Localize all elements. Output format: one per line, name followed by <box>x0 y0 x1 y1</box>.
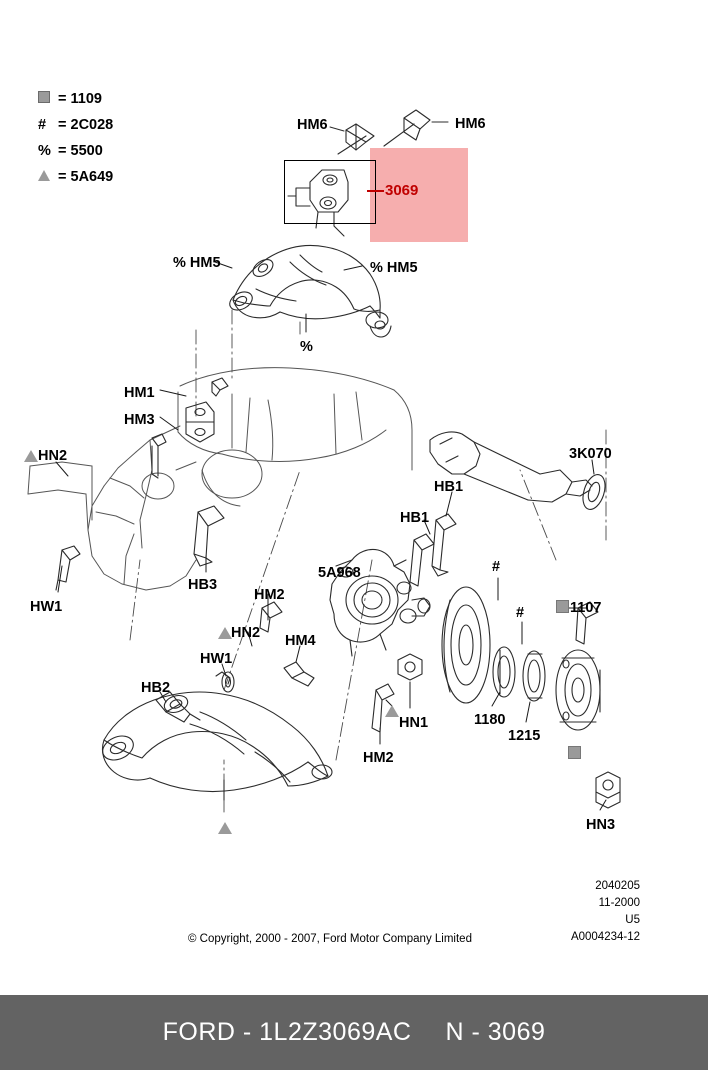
upper-control-arm <box>227 245 391 337</box>
legend-value: 5500 <box>70 143 103 159</box>
legend <box>38 86 113 190</box>
callout-hb2: HB2 <box>141 680 171 696</box>
footer-bar <box>0 995 708 1070</box>
footer-make-part: FORD - 1L2Z3069AC <box>162 1018 412 1046</box>
callout-hm6-left: HM6 <box>297 117 328 133</box>
meta-number: 2040205 <box>595 880 640 892</box>
callout-hash-1: # <box>492 559 501 575</box>
callout-hn2-lower: HN2 <box>231 625 261 641</box>
callout-hw1-upper: HW1 <box>30 599 63 615</box>
callout-hm4: HM4 <box>285 633 316 649</box>
copyright-notice: © Copyright, 2000 - 2007, Ford Motor Company Limited <box>188 933 472 945</box>
callout-1215: 1215 <box>508 728 541 744</box>
bolt-hm6-left <box>338 124 374 154</box>
legend-row-hash <box>38 112 113 138</box>
seal-1180 <box>493 647 515 697</box>
legend-row-triangle <box>38 164 113 190</box>
body-bracket-hm1 <box>186 402 214 442</box>
legend-equals: = <box>58 169 71 185</box>
highlight-part-number: 3069 <box>385 182 419 199</box>
callout-hm5-right: % HM5 <box>370 260 418 276</box>
halfshaft-assembly <box>430 432 609 512</box>
meta-drawing-id: A0004234-12 <box>570 931 640 943</box>
callout-hn3: HN3 <box>586 817 616 833</box>
bearing-1215 <box>523 651 545 701</box>
percent-icon: % <box>38 143 51 159</box>
callout-3k070: 3K070 <box>569 446 612 462</box>
callout-hash-2: # <box>516 605 525 621</box>
washer-hw1-lower <box>216 672 234 692</box>
wheel-hub <box>556 650 600 730</box>
callout-1107: 1107 <box>570 600 602 616</box>
footer-group-number: N - 3069 <box>445 1018 546 1046</box>
bolt-hb3 <box>194 506 224 566</box>
square-marker-hub <box>568 746 581 759</box>
document-meta <box>571 878 640 946</box>
triangle-marker-hn2-upper <box>24 450 38 462</box>
callout-1180: 1180 <box>474 712 506 728</box>
bolt-hb1-lower <box>410 534 434 586</box>
triangle-marker-lca <box>218 822 232 834</box>
legend-equals: = <box>58 143 71 159</box>
highlight-leader-line <box>367 190 384 192</box>
callout-hb1-upper: HB1 <box>434 479 464 495</box>
hash-icon: # <box>38 117 47 133</box>
callout-hm2-upper: HM2 <box>254 587 285 603</box>
bolt-hm3 <box>152 434 166 478</box>
legend-value: 2C028 <box>70 117 114 133</box>
nut-hn1 <box>398 654 422 680</box>
callout-hb1-lower: HB1 <box>400 510 430 526</box>
callout-hm1: HM1 <box>124 385 155 401</box>
square-marker-1107 <box>556 600 569 613</box>
callout-percent-lca: % <box>300 339 313 355</box>
triangle-marker-hn2-lower <box>218 627 232 639</box>
triangle-icon <box>38 169 58 185</box>
bolt-hm4 <box>284 662 314 686</box>
bolt-hm1 <box>212 378 228 396</box>
legend-value: 5A649 <box>70 169 114 185</box>
meta-market: U5 <box>625 914 640 926</box>
callout-5a968: 5A968 <box>318 565 361 581</box>
legend-value: 1109 <box>70 91 102 107</box>
callout-hm3: HM3 <box>124 412 155 428</box>
lower-control-arm <box>99 692 332 792</box>
bolt-hm2-upper <box>260 602 282 632</box>
callout-hn1: HN1 <box>399 715 429 731</box>
bolt-hm6-right <box>384 110 430 146</box>
legend-row-percent <box>38 138 113 164</box>
callout-hw1-lower: HW1 <box>200 651 233 667</box>
callout-hm6-right: HM6 <box>455 116 486 132</box>
brake-dust-shield <box>442 587 490 703</box>
callout-hn2-upper: HN2 <box>38 448 68 464</box>
nut-hn3 <box>596 772 620 808</box>
triangle-marker-hn1 <box>385 705 399 717</box>
callout-hm2-lower: HM2 <box>363 750 394 766</box>
callout-hb3: HB3 <box>188 577 218 593</box>
callout-hm5-left: % HM5 <box>173 255 221 271</box>
legend-equals: = <box>58 91 71 107</box>
legend-equals: = <box>58 117 71 133</box>
callout-box-3069 <box>284 160 376 224</box>
square-icon <box>38 91 58 107</box>
meta-date: 11-2000 <box>598 897 640 909</box>
bolt-hb1-upper <box>432 514 456 576</box>
legend-row-square <box>38 86 113 112</box>
